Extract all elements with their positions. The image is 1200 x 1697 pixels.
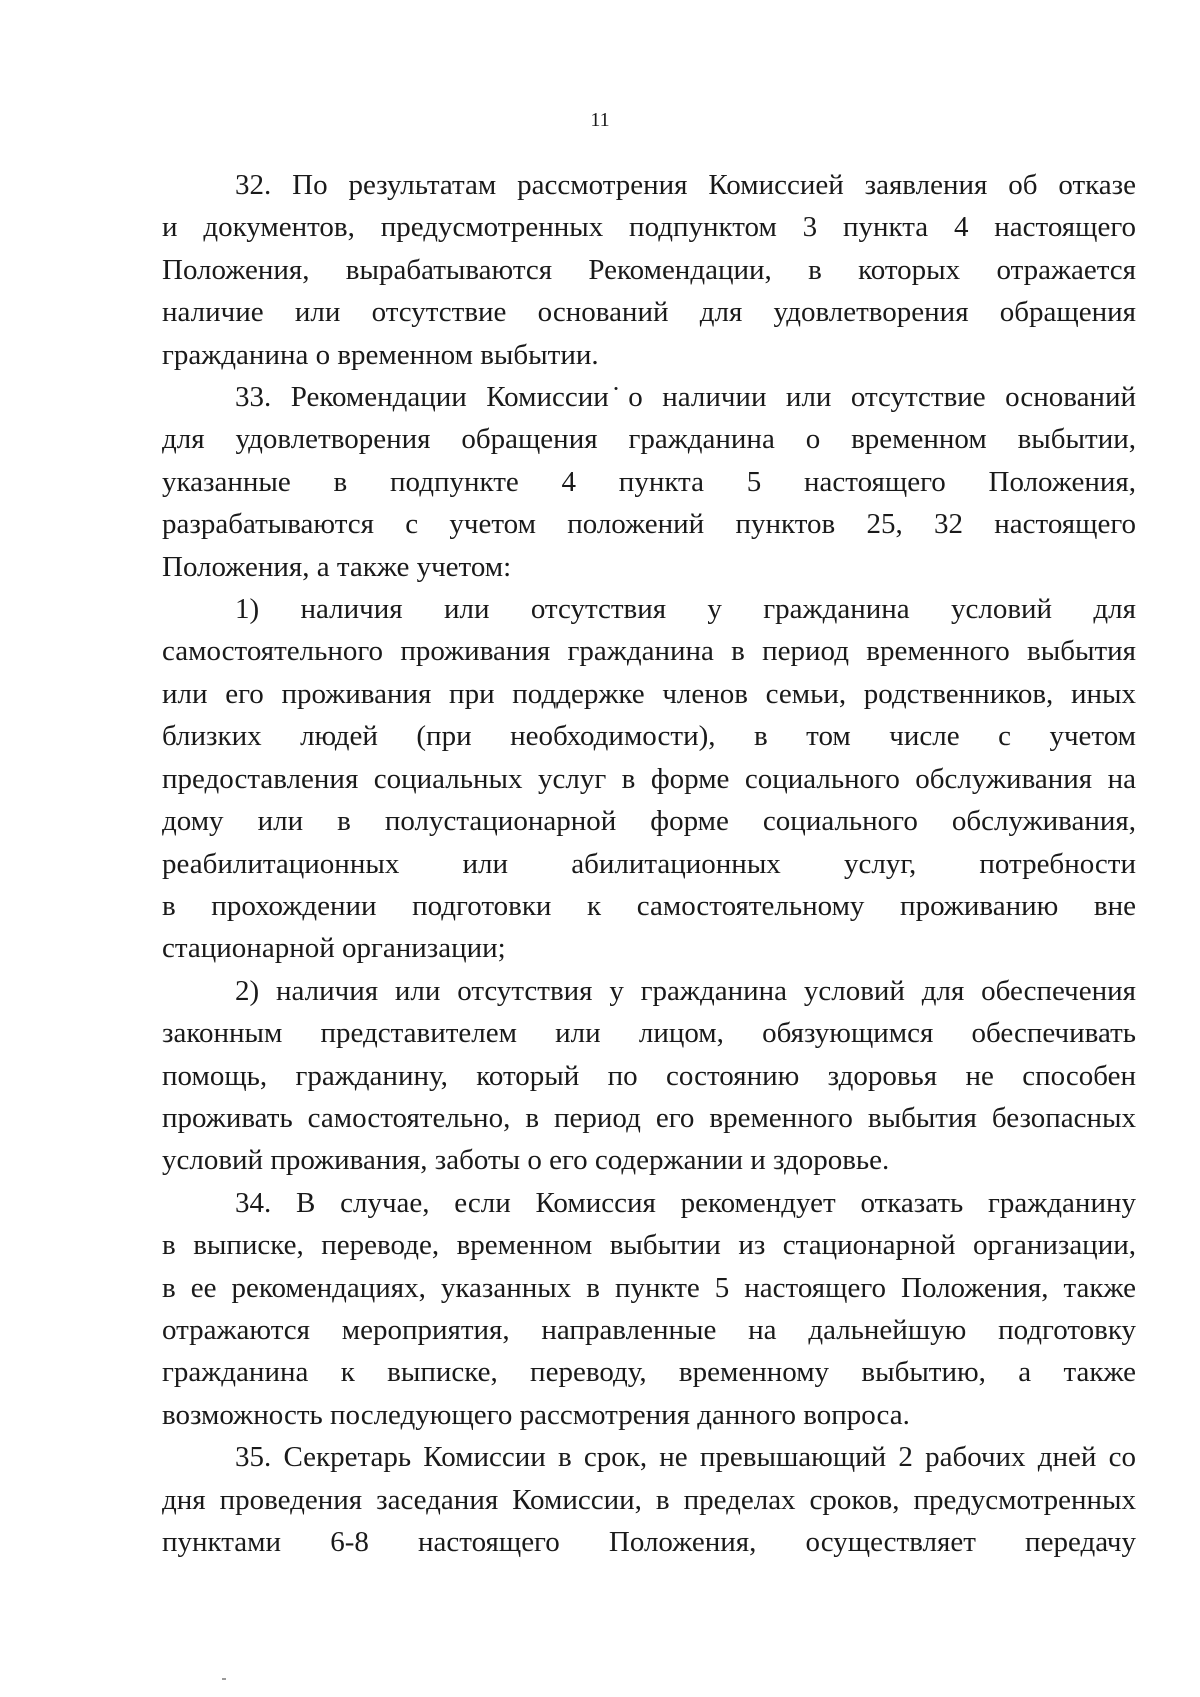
text-line: указанные в подпункте 4 пункта 5 настоящего Положения, — [162, 465, 1136, 498]
text-line: и документов, предусмотренных подпунктом 3 пункта 4 настоящего — [162, 211, 1136, 244]
text-line: возможность последующего рассмотрения данного вопроса. — [162, 1398, 910, 1431]
text-line: разрабатываются с учетом положений пунктов 25, 32 настоящего — [162, 508, 1136, 541]
text-line: дому или в полустационарной форме социального обслуживания, — [162, 805, 1136, 838]
page-number: 11 — [590, 109, 610, 131]
text-line: реабилитационных или абилитационных услуг, потребности — [162, 847, 1136, 880]
text-line: дня проведения заседания Комиссии, в пределах сроков, предусмотренных — [162, 1483, 1136, 1516]
text-line: в прохождении подготовки к самостоятельному проживанию вне — [162, 889, 1136, 922]
paragraph-p35 — [162, 1436, 1136, 1563]
text-line: Положения, а также учетом: — [162, 550, 512, 583]
text-line: в ее рекомендациях, указанных в пункте 5 настоящего Положения, также — [162, 1271, 1136, 1304]
text-line: 32. По результатам рассмотрения Комиссией заявления об отказе — [235, 169, 1136, 201]
scan-artifact — [222, 1678, 226, 1680]
text-line: 2) наличия или отсутствия у гражданина условий для обеспечения — [235, 974, 1136, 1007]
text-line: наличие или отсутствие оснований для удовлетворения обращения — [162, 296, 1136, 329]
paragraph-p33-1 — [162, 588, 1136, 970]
text-line: пунктами 6-8 настоящего Положения, осуществляет передачу — [162, 1526, 1136, 1558]
text-line: гражданина к выписке, переводу, временному выбытию, а также — [162, 1356, 1136, 1389]
text-line: 35. Секретарь Комиссии в срок, не превышающий 2 рабочих дней со — [235, 1441, 1136, 1474]
text-line: или его проживания при поддержке членов семьи, родственников, иных — [162, 677, 1136, 710]
text-line: условий проживания, заботы о его содержании и здоровье. — [162, 1144, 890, 1177]
text-line: предоставления социальных услуг в форме социального обслуживания на — [162, 762, 1136, 795]
text-line: стационарной организации; — [162, 932, 506, 965]
text-line: помощь, гражданину, который по состоянию здоровья не способен — [162, 1059, 1136, 1092]
text-line: в выписке, переводе, временном выбытии из стационарной организации, — [162, 1229, 1136, 1262]
text-line: законным представителем или лицом, обязующимся обеспечивать — [162, 1017, 1136, 1050]
paragraph-p33-2 — [162, 970, 1136, 1182]
paragraph-p32 — [162, 164, 1136, 376]
paragraph-p33 — [162, 376, 1136, 588]
document-body — [162, 164, 1136, 1563]
text-line: проживать самостоятельно, в период его временного выбытия безопасных — [162, 1101, 1136, 1134]
text-line: 33. Рекомендации Комиссии ̇о наличии или отсутствие оснований — [235, 381, 1136, 414]
text-line: отражаются мероприятия, направленные на дальнейшую подготовку — [162, 1313, 1136, 1346]
text-line: близких людей (при необходимости), в том числе с учетом — [162, 720, 1136, 753]
text-line: самостоятельного проживания гражданина в период временного выбытия — [162, 635, 1136, 668]
paragraph-p34 — [162, 1182, 1136, 1436]
text-line: для удовлетворения обращения гражданина о временном выбытии, — [162, 423, 1136, 456]
text-line: 34. В случае, если Комиссия рекомендует отказать гражданину — [235, 1186, 1136, 1219]
text-line: Положения, вырабатываются Рекомендации, в которых отражается — [162, 253, 1136, 286]
text-line: 1) наличия или отсутствия у гражданина условий для — [235, 593, 1136, 626]
text-line: гражданина о временном выбытии. — [162, 338, 599, 371]
